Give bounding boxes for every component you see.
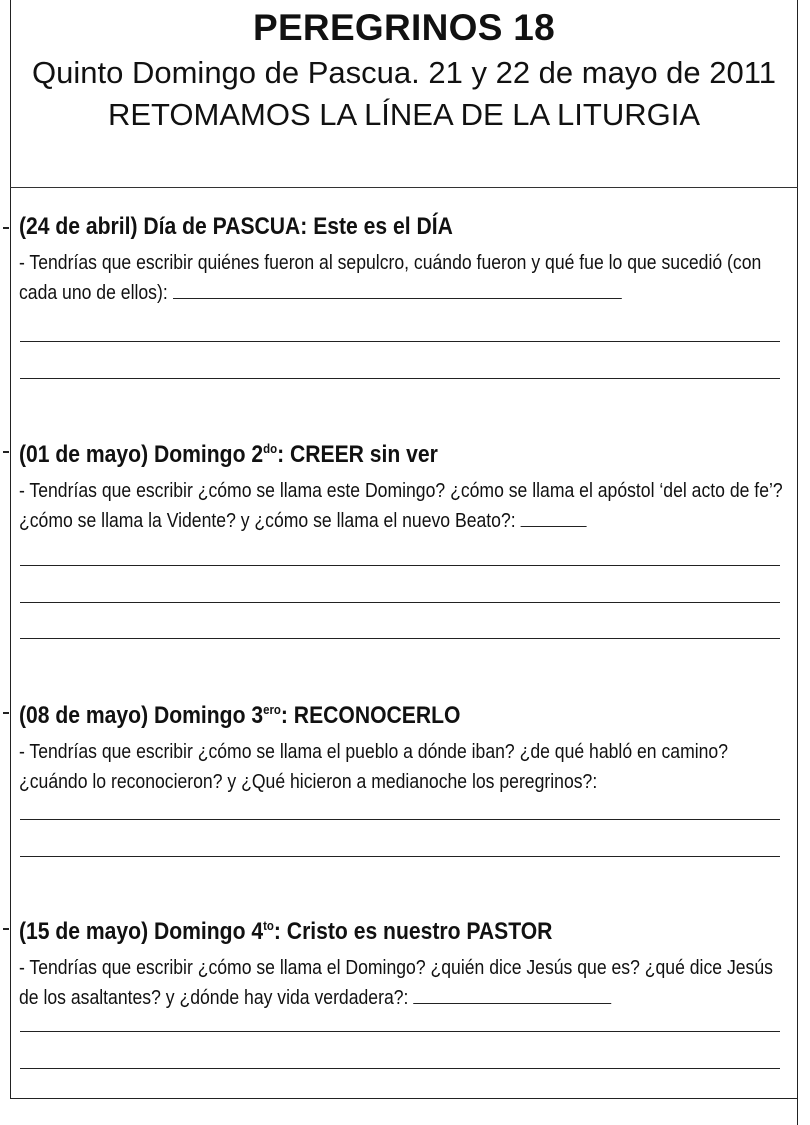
page-heading: RETOMAMOS LA LÍNEA DE LA LITURGIA [107,97,701,132]
section-domingo-4 [19,911,794,1013]
answer-line[interactable] [20,638,780,639]
section-date: (15 de mayo) [19,918,149,945]
section-date: (01 de mayo) [19,441,149,468]
section-question [19,476,790,536]
answer-line[interactable] [20,378,780,379]
section-title [19,212,701,242]
answer-line[interactable] [20,341,780,342]
header-divider [10,187,798,188]
section-title [19,695,701,731]
question-text: - Tendrías que escribir ¿cómo se llama el Domingo? ¿quién dice Jesús que es? ¿qué dice Jesús de los asaltantes? y ¿dónde hay vida verdadera?: [19,957,773,1009]
section-marker [3,928,9,930]
page-subtitle: Quinto Domingo de Pascua. 21 y 22 de mayo de 2011 [32,55,776,90]
section-heading-rest: : CREER sin ver [277,441,438,468]
answer-line[interactable] [20,1031,780,1032]
section-marker [3,451,9,453]
worksheet-header [10,0,798,135]
section-heading: Día de PASCUA: Este es el DÍA [143,213,453,240]
question-text: - Tendrías que escribir ¿cómo se llama este Domingo? ¿cómo se llama el apóstol ‘del acto de fe’? ¿cómo se llama la Vidente? y ¿cómo se llama el nuevo Beato?: [19,480,783,532]
section-pascua [19,212,794,308]
frame-right-border [797,0,798,1125]
section-heading: Domingo 2 [153,441,264,468]
answer-line[interactable] [413,985,611,1004]
ordinal-suffix: to [263,918,274,933]
section-heading: Domingo 4 [153,918,264,945]
section-date: (08 de mayo) [19,702,149,729]
section-heading-rest: : Cristo es nuestro PASTOR [273,918,553,945]
section-heading: Domingo 3 [153,702,264,729]
section-question [19,953,790,1013]
question-text: - Tendrías que escribir ¿cómo se llama el pueblo a dónde iban? ¿de qué habló en camino? ¿cuándo lo reconocieron? y ¿Qué hicieron a medianoche los peregrinos?: [19,741,729,793]
answer-line[interactable] [20,819,780,820]
frame-left-border [10,0,11,1098]
section-question [19,248,790,308]
section-date: (24 de abril) [19,213,138,240]
section-domingo-2 [19,434,794,536]
answer-line[interactable] [20,565,780,566]
section-title [19,434,701,470]
page-title: PEREGRINOS 18 [252,7,556,48]
answer-line[interactable] [173,280,622,299]
ordinal-suffix: do [263,441,278,456]
answer-line[interactable] [521,508,587,527]
section-domingo-3 [19,695,794,797]
section-question [19,737,790,797]
answer-line[interactable] [20,856,780,857]
section-marker [3,227,9,229]
section-heading-rest: : RECONOCERLO [280,702,461,729]
question-text: - Tendrías que escribir quiénes fueron al sepulcro, cuándo fueron y qué fue lo que sucedió (con cada uno de ellos): [19,252,762,304]
frame-bottom-border [10,1098,798,1099]
section-marker [3,712,9,714]
ordinal-suffix: ero [263,702,281,717]
answer-line[interactable] [20,1068,780,1069]
section-title [19,911,701,947]
answer-line[interactable] [20,602,780,603]
